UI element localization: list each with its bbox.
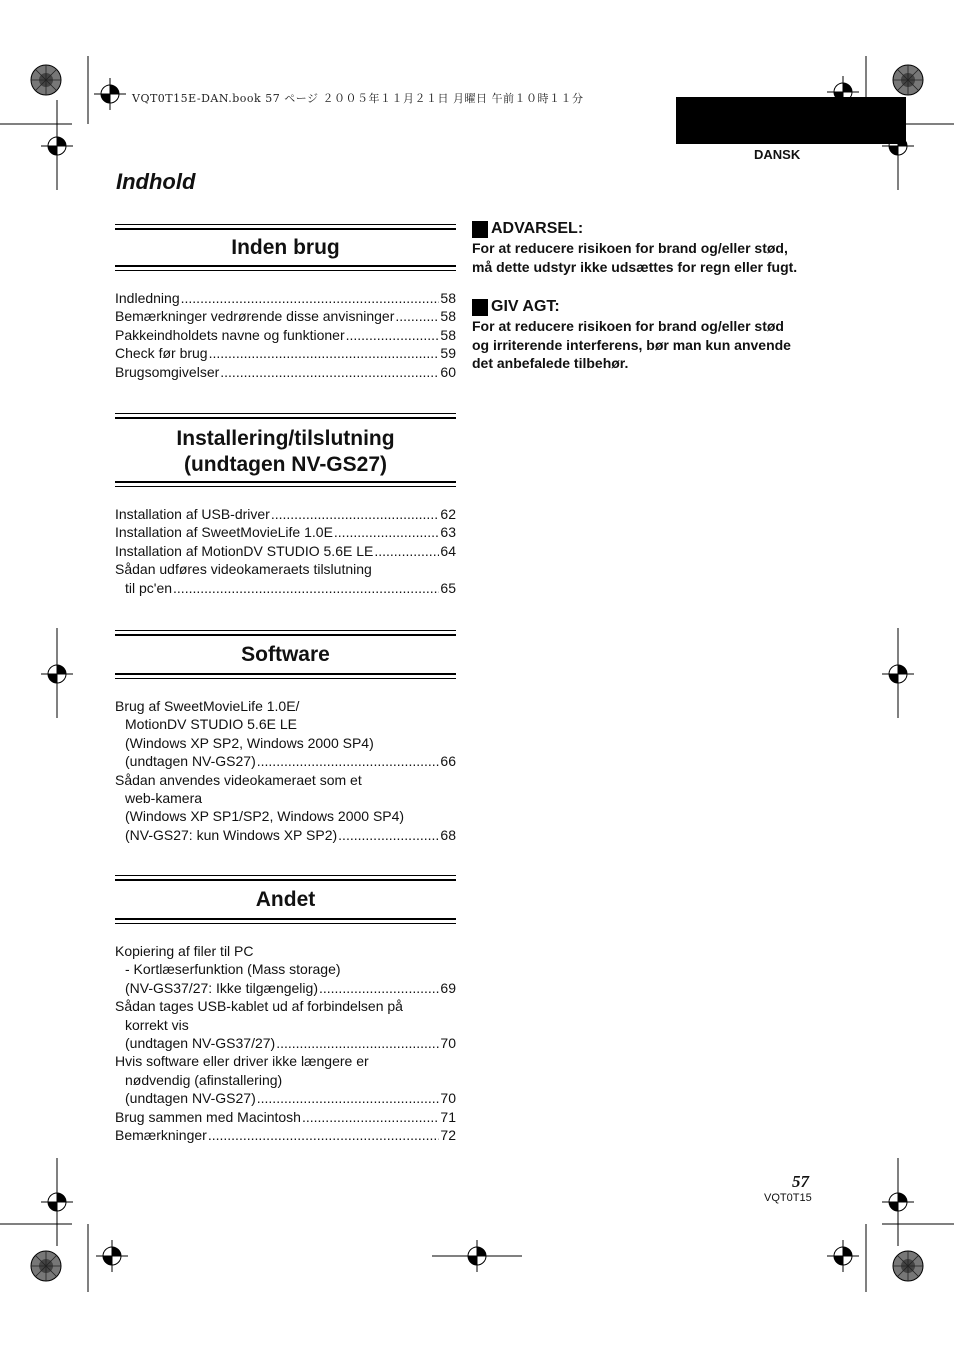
warning-title: ADVARSEL: (491, 220, 584, 237)
section-software (115, 630, 456, 844)
toc-entry[interactable]: Bemærkninger vedrørende disse anvisninger ..... 58 (115, 307, 456, 325)
section-heading: Installering/tilslutning (undtagen NV-GS27) (115, 413, 456, 487)
toc-entry[interactable]: Indledning ..... 58 (115, 289, 456, 307)
page-number: 57 (792, 1172, 809, 1191)
warning-giv-agt (472, 298, 822, 373)
print-header-line: VQT0T15E-DAN.book 57 ページ ２００５年１１月２１日 月曜日 午前１０時１１分 (132, 92, 584, 105)
warning-title: GIV AGT: (491, 298, 560, 315)
toc-list (115, 505, 456, 597)
warning-advarsel (472, 220, 822, 276)
section-inden-brug (115, 224, 456, 381)
toc-entry[interactable]: Bemærkninger ..... 72 (115, 1126, 456, 1144)
toc-entry[interactable]: Hvis software eller driver ikke længere er nødvendig (afinstallering) (undtagen NV-GS27) ..... 70 (115, 1052, 456, 1107)
toc-entry[interactable]: Kopiering af filer til PC - Kortlæserfunktion (Mass storage) (NV-GS37/27: Ikke tilgængelig) ..... 69 (115, 942, 456, 997)
language-label: DANSK (754, 147, 801, 162)
toc-entry[interactable]: Check før brug ..... 59 (115, 344, 456, 362)
section-installering (115, 413, 456, 597)
toc-entry[interactable]: Installation af USB-driver ..... 62 (115, 505, 456, 523)
warning-square-icon (472, 221, 488, 238)
section-andet (115, 875, 456, 1144)
toc-entry[interactable]: Installation af MotionDV STUDIO 5.6E LE ..... 64 (115, 542, 456, 560)
document-code: VQT0T15 (764, 1192, 812, 1204)
section-heading: Andet (115, 875, 456, 924)
toc-entry[interactable]: Sådan tages USB-kablet ud af forbindelsen på korrekt vis (undtagen NV-GS37/27) ..... 70 (115, 997, 456, 1052)
toc-entry[interactable]: Brug af SweetMovieLife 1.0E/ MotionDV STUDIO 5.6E LE (Windows XP SP2, Windows 2000 SP4) (undtagen NV-GS27) ..... 66 (115, 697, 456, 771)
toc-list (115, 942, 456, 1144)
toc-list (115, 697, 456, 844)
toc-entry[interactable]: Sådan anvendes videokameraet som et web-kamera (Windows XP SP1/SP2, Windows 2000 SP4) (NV-GS27: kun Windows XP SP2) ..... 68 (115, 771, 456, 845)
toc-list (115, 289, 456, 381)
toc-entry[interactable]: Installation af SweetMovieLife 1.0E ..... 63 (115, 523, 456, 541)
section-heading: Software (115, 630, 456, 679)
toc-entry[interactable]: Brugsomgivelser ..... 60 (115, 363, 456, 381)
page-title: Indhold (116, 169, 196, 194)
section-heading: Inden brug (115, 224, 456, 271)
warning-square-icon (472, 299, 488, 316)
language-bar (676, 97, 906, 144)
toc-entry[interactable]: Brug sammen med Macintosh ..... 71 (115, 1108, 456, 1126)
toc-entry[interactable]: Pakkeindholdets navne og funktioner ..... 58 (115, 326, 456, 344)
warning-text: For at reducere risikoen for brand og/eller stød, må dette udstyr ikke udsættes for regn eller fugt. (472, 240, 798, 275)
toc-entry[interactable]: Sådan udføres videokameraets tilslutning til pc'en ..... 65 (115, 560, 456, 597)
warning-text: For at reducere risikoen for brand og/eller stød og irriterende interferens, bør man kun anvende det anbefalede tilbehør. (472, 318, 791, 371)
